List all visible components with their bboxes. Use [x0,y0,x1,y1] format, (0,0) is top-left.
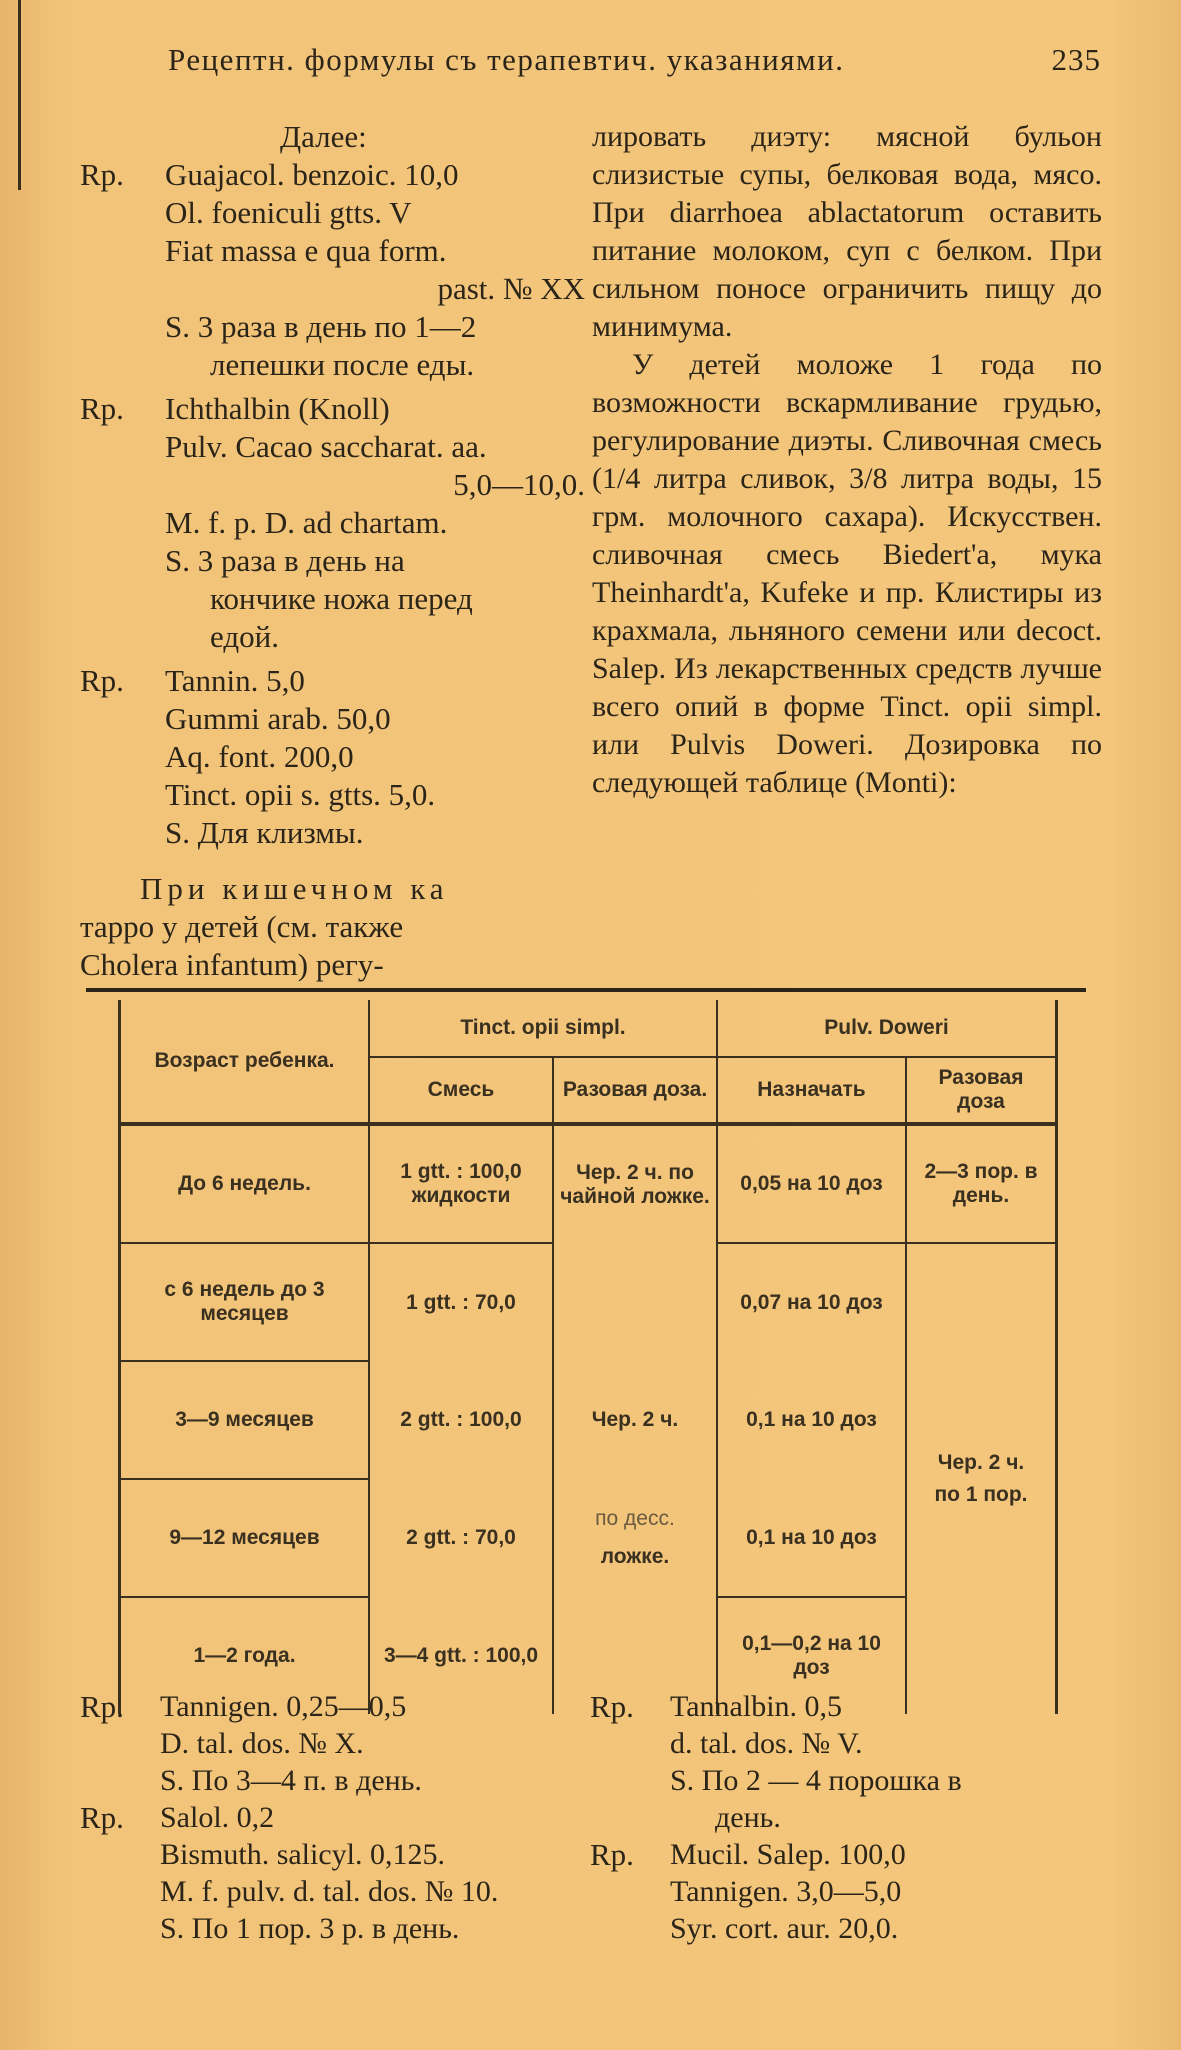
rx-line: M. f. p. D. ad chartam. [165,505,448,540]
col-header-mix: Смесь [369,1057,553,1124]
table-row [120,1479,1057,1597]
rx-label: Rp. [80,391,124,426]
table-row [120,1361,1057,1479]
paragraph-line: Cholera infantum) регу- [80,947,384,982]
rx-line: Tannigen. 3,0—5,0 [670,1875,902,1908]
prescription-4 [80,1688,580,1799]
rx-line: S. По 1 пор. 3 р. в день. [160,1912,460,1945]
binding-edge [18,0,21,190]
prescription-6 [590,1688,1100,1836]
rx-line: Syr. cort. aur. 20,0. [670,1912,899,1945]
rx-line: Fiat massa e qua form. [165,233,447,268]
rx-line: Gummi arab. 50,0 [165,701,391,736]
rx-line: D. tal. dos. № X. [160,1727,364,1760]
rx-line: M. f. pulv. d. tal. dos. № 10. [160,1875,499,1908]
bottom-left-column [80,1688,580,1947]
cell-dose2 [906,1243,1057,1361]
cell-age: До 6 недель. [120,1124,370,1243]
cell-assign: 0,1 на 10 доз [717,1361,906,1479]
cell-dose2: 2—3 пор. в день. [906,1124,1057,1243]
cell-assign: 0,1—0,2 на 10 доз [717,1597,906,1714]
prescription-5 [80,1799,580,1947]
intro-text: Далее: [280,119,367,154]
faint-text: по десс. [595,1507,675,1530]
rx-line: Bismuth. salicyl. 0,125. [160,1838,445,1871]
cell-mix: 1 gtt. : 70,0 [369,1243,553,1361]
col-header-age: Возраст ребенка. [120,1000,370,1124]
rx-label: Rp. [80,663,124,698]
table-row [120,1124,1057,1243]
cell-assign: 0,1 на 10 доз [717,1479,906,1597]
cell-dose2: Чер. 2 ч. [906,1361,1057,1479]
rx-line: Ichthalbin (Knoll) [165,391,390,426]
rx-line: S. 3 раза в день по 1—2 [165,309,477,344]
page-number: 235 [1051,42,1101,77]
page-title: Рецептн. формулы съ терапевтич. указаниями. [168,42,845,77]
prescription-3 [80,662,585,852]
cell-mix: 3—4 gtt. : 100,0 [369,1597,553,1714]
rx-line: едой. [210,619,279,654]
rx-line: Mucil. Salep. 100,0 [670,1838,906,1871]
rx-line: Guajacol. benzoic. 10,0 [165,157,459,192]
cell-assign: 0,07 на 10 доз [717,1243,906,1361]
rx-line: Tannin. 5,0 [165,663,305,698]
cell-age: 3—9 месяцев [120,1361,370,1479]
rx-line: past. № XX [437,271,585,306]
rx-line: d. tal. dos. № V. [670,1727,863,1760]
rx-label: Rp. [80,157,124,192]
rx-line: S. 3 раза в день на [165,543,405,578]
paragraph-line: тарро у детей (см. также [80,909,404,944]
right-column [592,118,1102,802]
cell-age: 9—12 месяцев [120,1479,370,1597]
dosage-table [118,1000,1058,1714]
cell-mix: 2 gtt. : 70,0 [369,1479,553,1597]
cell-mix: 1 gtt. : 100,0 жидкости [369,1124,553,1243]
col-header-dose1: Разовая доза. [553,1057,717,1124]
diet-paragraph: лировать диэту: мясной бульон слизистые супы, белковая вода, мясо. При diarrhoea ablactatorum оставить питание молоком, суп с белком. При сильном поносе ограничить пищу до минимума. [592,120,1102,343]
prescription-2 [80,390,585,656]
bottom-right-column [590,1688,1100,1947]
rx-line: Tannigen. 0,25—0,5 [160,1690,407,1723]
cell-dose1 [553,1479,717,1597]
rx-label: Rp. [80,1689,124,1724]
col-header-assign: Назначать [717,1057,906,1124]
infant-paragraph: У детей моложе 1 года по возможности вскармливание грудью, регулирование диэты. Сливочная смесь (1/4 литра сливок, 3/8 литра воды, 15 грм. молочного сахара). Искусствен. сливочная смесь Biedert'a, мука Theinhardt'a, Kufeke и пр. Клистиры из крахмала, льняного семени или decoct. Salep. Из лекарственных средств лучше всего опий в форме Tinct. opii simpl. или Pulvis Doweri. Дозировка по следующей таблице (Monti): [592,348,1102,799]
cell-age: с 6 недель до 3 месяцев [120,1243,370,1361]
col-header-dose2: Разовая доза [906,1057,1057,1124]
col-header-doweri: Pulv. Doweri [717,1000,1057,1057]
col-header-tinct: Tinct. opii simpl. [369,1000,717,1057]
rx-line: S. По 3—4 п. в день. [160,1764,422,1797]
table-top-rule [86,988,1086,992]
table-row [120,1243,1057,1361]
rx-line: S. По 2 — 4 порошка в [670,1764,962,1797]
running-header [168,42,1101,78]
rx-line: Tannalbin. 0,5 [670,1690,843,1723]
rx-line: S. Для клизмы. [165,815,364,850]
intro-paragraph [80,870,585,984]
cell-dose1-text: ложке. [600,1545,670,1568]
rx-label: Rp. [590,1837,634,1872]
cell-dose1: Чер. 2 ч. [553,1361,717,1479]
cell-assign: 0,05 на 10 доз [717,1124,906,1243]
rx-line: Salol. 0,2 [160,1801,275,1834]
cell-dose1: Чер. 2 ч. по чайной ложке. [553,1124,717,1243]
rx-line: Ol. foeniculi gtts. V [165,195,412,230]
rx-line: 5,0—10,0. [453,467,585,502]
rx-line: Aq. font. 200,0 [165,739,354,774]
left-column [80,118,585,984]
rx-line: день. [715,1801,781,1834]
cell-mix: 2 gtt. : 100,0 [369,1361,553,1479]
cell-dose2: по 1 пор. [906,1479,1057,1597]
rx-line: Pulv. Cacao saccharat. aa. [165,429,487,464]
cell-age: 1—2 года. [120,1597,370,1714]
prescription-7 [590,1836,1100,1947]
rx-label: Rp. [80,1800,124,1835]
cell-dose1 [553,1243,717,1361]
paragraph-line: При кишечном ка [140,871,449,906]
prescription-1 [80,156,585,384]
rx-line: кончике ножа перед [210,581,473,616]
rx-line: Tinct. opii s. gtts. 5,0. [165,777,436,812]
rx-label: Rp. [590,1689,634,1724]
rx-line: лепешки после еды. [210,347,475,382]
